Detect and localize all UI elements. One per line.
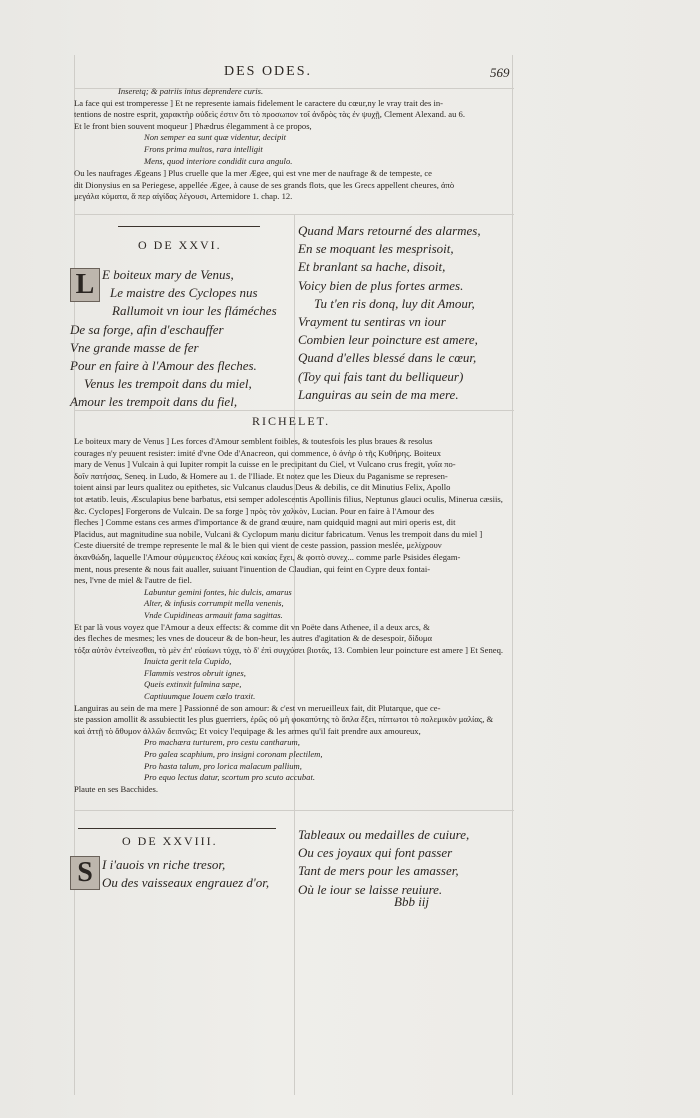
quoted-verse: Alter, & infusis corrumpit mella venenis, xyxy=(144,598,284,609)
verse-line: Vne grande masse de fer xyxy=(70,339,199,355)
quoted-verse: Queis extinxit fulmina sæpe, xyxy=(144,679,242,690)
quoted-verse: Flammis vestros obruit ignes, xyxy=(144,667,246,678)
verse-line: Venus les trempoit dans du miel, xyxy=(84,376,252,392)
richelet-line: fleches ] Comme estans ces armes d'importance & de grand œuure, nam quidquid magni aut miri operis est, dit xyxy=(74,517,456,528)
richelet-line: nes, l'vne de miel & l'autre de fiel. xyxy=(74,575,192,586)
verse-line: Où le iour se laisse reuiure. xyxy=(298,881,443,897)
richelet-line: ment, nous presente & nous fait aualler, suiuant l'inuention de Claudian, qui feint en Cypre deux fontai- xyxy=(74,563,431,574)
quoted-verse: Pro equo lectus datur, scortum pro scuto accubat. xyxy=(144,772,315,783)
richelet-line: des fleches de mesmes; les vnes de douceur & de bon-heur, les autres d'agitation & de desespoir, δίδυμα xyxy=(74,633,433,644)
richelet-line: toient ainsi par leurs qualitez ou epithetes, sic Vulcanus claudus Deus & debilis, ce dit Minutius Felix, Apollo xyxy=(74,482,451,493)
richelet-line: Placidus, aut magnitudine sua nobile, Vulcani & Cyclopum manu dicitur fabricatum. Venus les trempoit dans du miel ] xyxy=(74,528,483,539)
commentary-verse: Frons prima multos, rara intelligit xyxy=(144,143,263,154)
richelet-line: Et par là vous voyez que l'Amour a deux effects: & comme dit vn Poëte dans Athenee, il a deux arcs, & xyxy=(74,621,430,632)
commentary-line: Et le front bien souvent moqueur ] Phædrus élegamment à ce propos, xyxy=(74,120,312,131)
commentary-line: Ou les naufrages Ægeans ] Plus cruelle que la mer Ægee, qui est vne mer de naufrage & de tempeste, ce xyxy=(74,168,432,179)
verse-line: Combien leur poincture est amere, xyxy=(298,332,478,348)
richelet-line: mary de Venus ] Vulcain à qui Iupiter rompit la cuisse en le precipitant du Ciel, vt Vulcano crus fregit, γυῖα πο- xyxy=(74,459,456,470)
commentary-verse: Non semper ea sunt quæ videntur, decipit xyxy=(144,132,287,143)
commentary-verse: Mens, quod interiore condidit cura angulo. xyxy=(144,155,293,166)
verse-line: I i'auois vn riche tresor, xyxy=(102,857,226,872)
commentary-line: tentions de nostre esprit, χαρακτὴρ οὐδεὶς ἐστιν ὅτι τὸ προσωπον τοῖ ἀνδρὸς τὰς ἐν ψυχῇ, Clement Alexand. au 6. xyxy=(74,109,465,120)
dropcap-initial: S xyxy=(70,856,100,890)
verse-line: Ou des vaisseaux engrauez d'or, xyxy=(102,875,270,891)
richelet-line: Plaute en ses Bacchides. xyxy=(74,783,159,794)
verse-line: Tableaux ou medailles de cuiure, xyxy=(298,827,470,842)
commentary-line: Inseretq; & patriis intus deprendere curis. xyxy=(118,86,264,96)
ode28-title: O DE XXVIII. xyxy=(122,834,218,848)
verse-line: Tu t'en ris donq, luy dit Amour, xyxy=(314,295,475,311)
richelet-line: Ceste diuersité de trempe represente le mal & le bien qui vient de ceste passion, passion meslée, μελίχρουν xyxy=(74,540,442,551)
ode26-left-column xyxy=(70,266,277,412)
quoted-verse: Inuicta gerit tela Cupido, xyxy=(144,656,232,667)
richelet-line: τόξα αὐτὸν ἐντείνεσθαι, τὸ μὲν ἐπ' εὐαίωνι τύχᾳ, τὸ δ' ἐπὶ συγχύσει βιοτᾶς, 13. Combien leur poincture est amere ] Et Seneq. xyxy=(74,644,504,655)
verse-line: Le maistre des Cyclopes nus xyxy=(110,285,258,301)
ode28-left-column xyxy=(70,856,269,892)
verse-line: Tant de mers pour les amasser, xyxy=(298,863,459,879)
verse-line: De sa forge, afin d'eschauffer xyxy=(70,321,224,337)
quoted-verse: Captiuumque Iouem cælo traxit. xyxy=(144,691,256,702)
ode28-title-rule xyxy=(78,828,276,829)
commentary-line: μεγάλα κύματα, ἅ περ αἰγίδας λέγουσι, Artemidore 1. chap. 12. xyxy=(74,191,293,202)
verse-line: Amour les trempoit dans du fiel, xyxy=(70,394,238,410)
page-number: 569 xyxy=(490,65,510,80)
richelet-line: courages n'y peuuent resister: imité d'vne Ode d'Anacreon, qui commence, ὁ ἀνὴρ ὁ τῆς Κυθήρης. Boiteux xyxy=(74,447,442,458)
signature-mark: Bbb iij xyxy=(394,894,430,909)
richelet-line: Languiras au sein de ma mere ] Passionné de son amour: & c'est vn merueilleux fait, dit Plutarque, que ce- xyxy=(74,702,441,713)
commentary-line: dit Dionysius en sa Periegese, appellée Ægee, à cause de ses grands flots, que les Grecs appellent cheures, ἀπὸ xyxy=(74,179,455,190)
commentary-line: La face qui est tromperesse ] Et ne represente iamais fidelement le caractere du cœur,ny le vray trait des in- xyxy=(74,97,444,108)
richelet-line: &c. Cyclopes] Forgerons de Vulcain. De sa forge ] πρὸς τὸν χαλκὸν, Lucian. Pour en faire à l'Amour des xyxy=(74,505,435,516)
quoted-verse: Pro galea scaphium, pro insigni coronam plectilem, xyxy=(144,749,323,760)
verse-line: Quand d'elles blessé dans le cœur, xyxy=(298,350,477,366)
ode-rule-top xyxy=(74,214,514,215)
dropcap-initial: L xyxy=(70,268,100,302)
ode-rule-bottom xyxy=(74,810,514,811)
richelet-line: καὶ ἀττῇ τὸ ἄθυμον ἀλλῶν δειπνῶς; Et voicy l'equipage & les armes qu'il fait prendre aux amoureux, xyxy=(74,725,421,736)
ode26-title-rule xyxy=(118,226,260,227)
richelet-line: ste passion amollit & assubiectit les plus guerriers, ἐρῶς οὐ μὴ φοκαπύτης τὸ ὅπλα ἕξει, πίπτωτοι τὸ πολεμικὸν μαλίας, & xyxy=(74,714,494,725)
verse-line: Et branlant sa hache, disoit, xyxy=(298,259,446,275)
verse-line: Voicy bien de plus fortes armes. xyxy=(298,277,464,293)
verse-line: Ou ces joyaux qui font passer xyxy=(298,845,453,861)
richelet-line: ἀκανθώδη, laquelle l'Amour σύμμεικτος ἐλέους καὶ κακίας ἔχει, & φοιτὸ συνεχ... comme parle Psisides élegam- xyxy=(74,551,461,562)
verse-line: Languiras au sein de ma mere. xyxy=(298,386,459,402)
richelet-heading: RICHELET. xyxy=(252,414,331,428)
verse-line: Vrayment tu sentiras vn iour xyxy=(298,314,446,330)
top-commentary xyxy=(74,86,514,203)
verse-line: Quand Mars retourné des alarmes, xyxy=(298,223,481,238)
verse-line: Pour en faire à l'Amour des fleches. xyxy=(70,358,257,374)
quoted-verse: Pro machæra turturem, pro cestu cantharum, xyxy=(144,737,300,748)
richelet-line: tot ætatib. leuis, Æsculapius bene barbatus, etsi semper adolescentis Apollinis filius, Neptunus glauci oculis, Minerua cæsiis, xyxy=(74,493,503,504)
quoted-verse: Pro hasta talum, pro lorica malacum pallium, xyxy=(144,760,302,771)
richelet-line: δοῖν πατήσας, Seneq. in Ludo, & Homere au 1. de l'Iliade. Et notez que les Dieux du Paganisme se represen- xyxy=(74,470,448,481)
verse-line: Rallumoit vn iour les fláméches xyxy=(112,303,277,319)
ode28-right-column xyxy=(298,826,469,899)
quoted-verse: Labuntur gemini fontes, hic dulcis, amarus xyxy=(144,586,292,597)
quoted-verse: Vnde Cupidineas armauit fama sagittas. xyxy=(144,609,283,620)
verse-line: En se moquant les mesprisoit, xyxy=(298,241,454,257)
ode26-title: O DE XXVI. xyxy=(138,238,222,252)
richelet-commentary xyxy=(74,436,514,795)
ode26-right-column xyxy=(298,222,481,404)
verse-line: E boiteux mary de Venus, xyxy=(102,267,234,282)
verse-line: (Toy qui fais tant du belliqueur) xyxy=(298,368,464,384)
richelet-line: Le boiteux mary de Venus ] Les forces d'Amour semblent foibles, & toutesfois les plus braues & resolus xyxy=(74,436,433,446)
running-title: DES ODES. xyxy=(224,64,313,79)
